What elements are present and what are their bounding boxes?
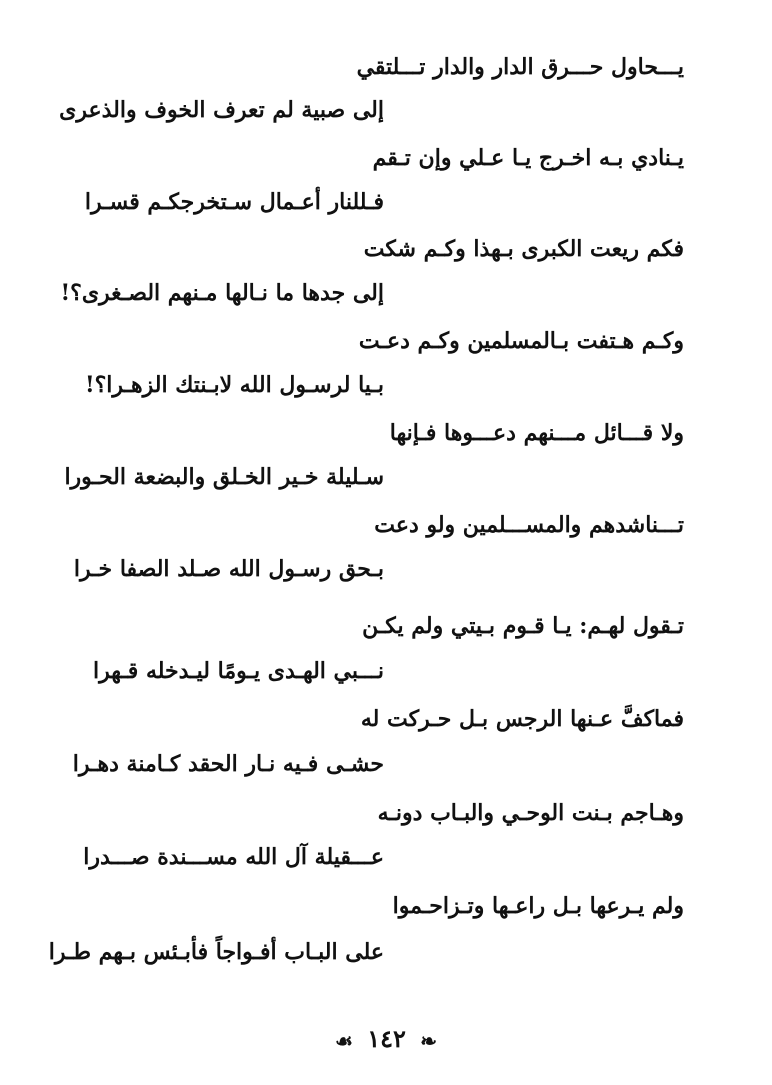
verse-second-hemistich: إلى جدها ما نـالها مـنهم الصـغرى؟!: [60, 280, 384, 306]
verse-line: [0, 135, 772, 181]
verse-first-hemistich: فكم ريعت الكبرى بـهذا وكـم شكت: [363, 236, 684, 262]
verse-line: [0, 318, 772, 364]
verse-line: [0, 87, 772, 133]
verse-first-hemistich: تـــناشدهم والمســـلمين ولو دعت: [374, 512, 684, 538]
verse-line: [0, 929, 772, 975]
verse-second-hemistich: سـليلة خـير الخـلق والبضعة الحـورا: [64, 464, 384, 490]
verse-line: [0, 226, 772, 272]
page-number-footer: [0, 1024, 772, 1053]
verse-line: [0, 883, 772, 929]
verse-line: [0, 790, 772, 836]
verse-first-hemistich: ولا قـــائل مـــنهم دعـــوها فـإنها: [389, 420, 684, 446]
verse-line: [0, 741, 772, 787]
verse-first-hemistich: يـــحاول حـــرق الدار والدار تـــلتقي: [356, 54, 684, 80]
verse-second-hemistich: عـــقيلة آل الله مســـندة صـــدرا: [83, 844, 384, 870]
verse-line: [0, 502, 772, 548]
verse-line: [0, 44, 772, 90]
verse-second-hemistich: حشـى فـيه نـار الحقد كـامنة دهـرا: [72, 751, 384, 777]
verse-first-hemistich: وكـم هـتفت بـالمسلمين وكـم دعـت: [358, 328, 684, 354]
verse-second-hemistich: إلى صبية لم تعرف الخوف والذعرى: [59, 97, 384, 123]
verse-line: [0, 362, 772, 408]
ornament-left-icon: ❧: [420, 1028, 438, 1053]
verse-line: [0, 696, 772, 742]
verse-second-hemistich: بـحق رسـول الله صـلد الصفا خـرا: [73, 556, 384, 582]
verse-line: [0, 546, 772, 592]
verse-first-hemistich: فماكفَّ عـنها الرجس بـل حـركت له: [360, 706, 684, 732]
verse-line: [0, 603, 772, 649]
verse-line: [0, 648, 772, 694]
verse-first-hemistich: وهـاجم بـنت الوحـي والبـاب دونـه: [377, 800, 684, 826]
verse-second-hemistich: على البـاب أفـواجاً فأبـئس بـهم طـرا: [48, 939, 384, 965]
verse-second-hemistich: نـــبي الهـدى يـومًا ليـدخله قـهرا: [92, 658, 384, 684]
verse-first-hemistich: يـنادي بـه اخـرج يـا عـلي وإن تـقم: [372, 145, 684, 171]
verse-line: [0, 834, 772, 880]
verse-second-hemistich: فـللنار أعـمال سـتخرجكـم قسـرا: [84, 189, 384, 215]
page-number: ١٤٢: [367, 1024, 406, 1053]
verse-second-hemistich: بـيا لرسـول الله لابـنتك الزهـرا؟!: [84, 372, 384, 398]
verse-line: [0, 179, 772, 225]
verse-line: [0, 270, 772, 316]
verse-first-hemistich: ولم يـرعها بـل راعـها وتـزاحـموا: [392, 893, 684, 919]
verse-line: [0, 454, 772, 500]
ornament-right-icon: ☙: [334, 1028, 353, 1053]
verse-line: [0, 410, 772, 456]
verse-first-hemistich: تـقول لهـم: يـا قـوم بـيتي ولم يكـن: [362, 613, 684, 639]
